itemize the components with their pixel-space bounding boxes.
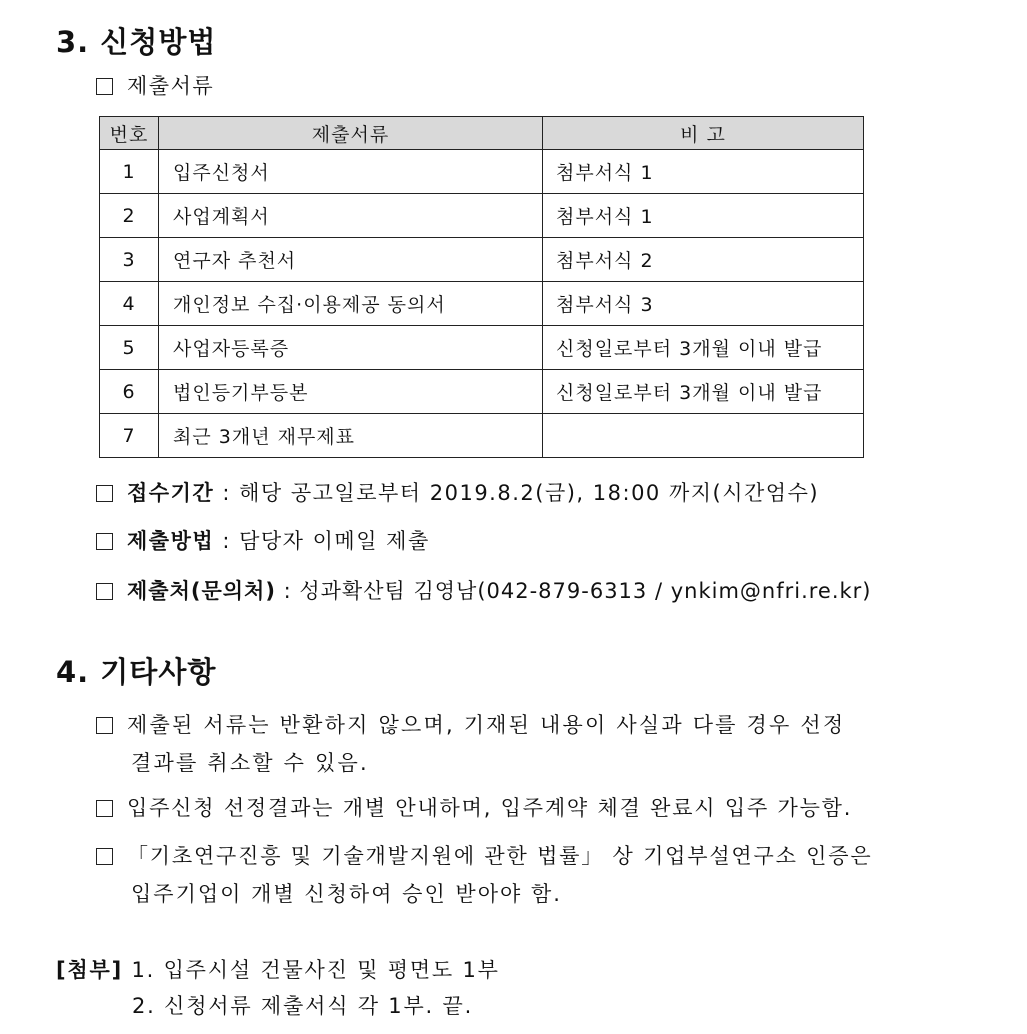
- row-document: 사업계획서: [159, 194, 543, 238]
- method-value: : 담당자 이메일 제출: [222, 529, 430, 553]
- submission-docs-table: [99, 116, 864, 458]
- list-item-continuation: 입주기업이 개별 신청하여 승인 받아야 함.: [131, 882, 562, 906]
- row-note: 신청일로부터 3개월 이내 발급: [543, 370, 864, 414]
- row-document: 사업자등록증: [159, 326, 543, 370]
- row-document: 연구자 추천서: [159, 238, 543, 282]
- row-note: 첨부서식 1: [543, 194, 864, 238]
- table-row: [100, 326, 864, 370]
- table-row: [100, 370, 864, 414]
- table-row: [100, 150, 864, 194]
- row-number: 1: [100, 150, 159, 194]
- header-document: 제출서류: [159, 117, 543, 150]
- row-note: [543, 414, 864, 458]
- attachment-item: 2. 신청서류 제출서식 각 1부. 끝.: [132, 994, 474, 1018]
- list-item: 제출된 서류는 반환하지 않으며, 기재된 내용이 사실과 다를 경우 선정: [96, 709, 845, 739]
- row-note: 신청일로부터 3개월 이내 발급: [543, 326, 864, 370]
- row-note: 첨부서식 3: [543, 282, 864, 326]
- row-number: 2: [100, 194, 159, 238]
- submission-method: [96, 525, 430, 555]
- list-item: 「기초연구진흥 및 기술개발지원에 관한 법률」 상 기업부설연구소 인증은: [96, 840, 872, 870]
- table-row: [100, 194, 864, 238]
- table-row: [100, 238, 864, 282]
- header-note: 비 고: [543, 117, 864, 150]
- submission-docs-heading: 제출서류: [96, 70, 214, 100]
- row-number: 3: [100, 238, 159, 282]
- attachment-line-1: [56, 954, 500, 984]
- submission-period: [96, 477, 819, 507]
- checkbox-square-icon: [96, 717, 113, 734]
- table-row: [100, 282, 864, 326]
- contact-value: : 성과확산팀 김영남(042-879-6313 / ynkim@nfri.re.kr): [283, 579, 872, 603]
- checkbox-square-icon: [96, 485, 113, 502]
- attachment-label: [첨부]: [56, 958, 123, 982]
- period-value: : 해당 공고일로부터 2019.8.2(금), 18:00 까지(시간엄수): [222, 481, 820, 505]
- checkbox-square-icon: [96, 583, 113, 600]
- checkbox-square-icon: [96, 848, 113, 865]
- row-number: 4: [100, 282, 159, 326]
- row-document: 입주신청서: [159, 150, 543, 194]
- submission-contact: [96, 575, 872, 605]
- method-label: 제출방법: [127, 529, 215, 553]
- row-note: 첨부서식 2: [543, 238, 864, 282]
- attachment-item: 1. 입주시설 건물사진 및 평면도 1부: [131, 958, 500, 982]
- section-4-title: 4. 기타사항: [56, 655, 217, 689]
- contact-label: 제출처(문의처): [127, 579, 276, 603]
- table-row: [100, 414, 864, 458]
- row-document: 최근 3개년 재무제표: [159, 414, 543, 458]
- row-document: 개인정보 수집·이용제공 동의서: [159, 282, 543, 326]
- list-item-continuation: 결과를 취소할 수 있음.: [131, 751, 369, 775]
- header-number: 번호: [100, 117, 159, 150]
- table-header-row: [100, 117, 864, 150]
- row-number: 7: [100, 414, 159, 458]
- row-note: 첨부서식 1: [543, 150, 864, 194]
- row-number: 6: [100, 370, 159, 414]
- checkbox-square-icon: [96, 800, 113, 817]
- list-item: 입주신청 선정결과는 개별 안내하며, 입주계약 체결 완료시 입주 가능함.: [96, 792, 852, 822]
- checkbox-square-icon: [96, 533, 113, 550]
- section-3-title: 3. 신청방법: [56, 25, 217, 59]
- checkbox-square-icon: [96, 78, 113, 95]
- row-document: 법인등기부등본: [159, 370, 543, 414]
- row-number: 5: [100, 326, 159, 370]
- period-label: 접수기간: [127, 481, 215, 505]
